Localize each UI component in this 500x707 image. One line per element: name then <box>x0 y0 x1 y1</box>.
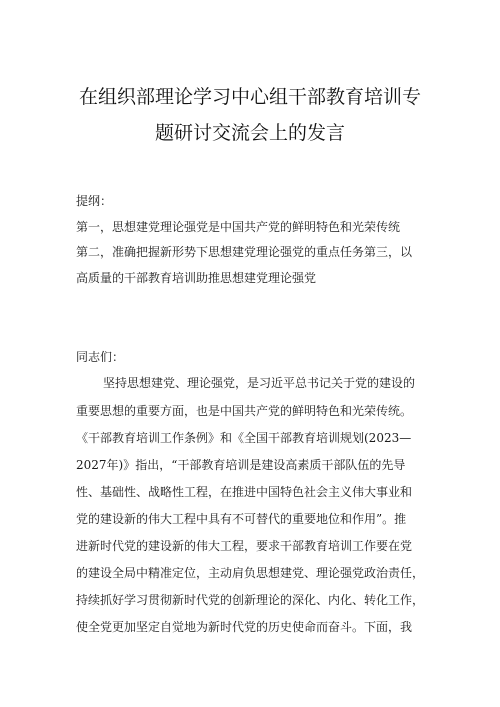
outline-label: 提纲： <box>76 194 113 208</box>
body-line: 性、基础性、战略性工程，在推进中国特色社会主义伟大事业和 <box>76 485 413 499</box>
body-line: 进新时代党的建设新的伟大工程，要求干部教育培训工作要在党 <box>76 539 413 553</box>
salutation: 同志们： <box>76 350 125 364</box>
body-line: 党的建设新的伟大工程中具有不可替代的重要地位和作用”。推 <box>76 512 407 526</box>
outline-item: 高质量的干部教育培训助推思想建党理论强党 <box>76 271 317 285</box>
document-title-line-1: 在组织部理论学习中心组干部教育培训专 <box>78 86 421 108</box>
body-line: 2027年)》指出，“干部教育培训是建设高素质干部队伍的先导 <box>76 458 406 472</box>
outline-item: 第一，思想建党理论强党是中国共产党的鲜明特色和光荣传统 <box>76 220 401 234</box>
outline-item: 第二，准确把握新形势下思想建党理论强党的重点任务第三，以 <box>76 245 413 259</box>
document-title-line-2: 题研讨交流会上的发言 <box>154 122 345 144</box>
body-line: 《干部教育培训工作条例》和《全国干部教育培训规划(2023— <box>76 431 412 445</box>
body-line: 坚持思想建党、理论强党，是习近平总书记关于党的建设的 <box>103 376 416 390</box>
body-line: 持续抓好学习贯彻新时代党的创新理论的深化、内化、转化工作， <box>76 593 425 607</box>
body-line: 使全党更加坚定自觉地为新时代党的历史使命而奋斗。下面，我 <box>76 620 413 634</box>
body-line: 的建设全局中精准定位，主动肩负思想建党、理论强党政治责任， <box>76 566 425 580</box>
body-line: 重要思想的重要方面，也是中国共产党的鲜明特色和光荣传统。 <box>76 404 413 418</box>
